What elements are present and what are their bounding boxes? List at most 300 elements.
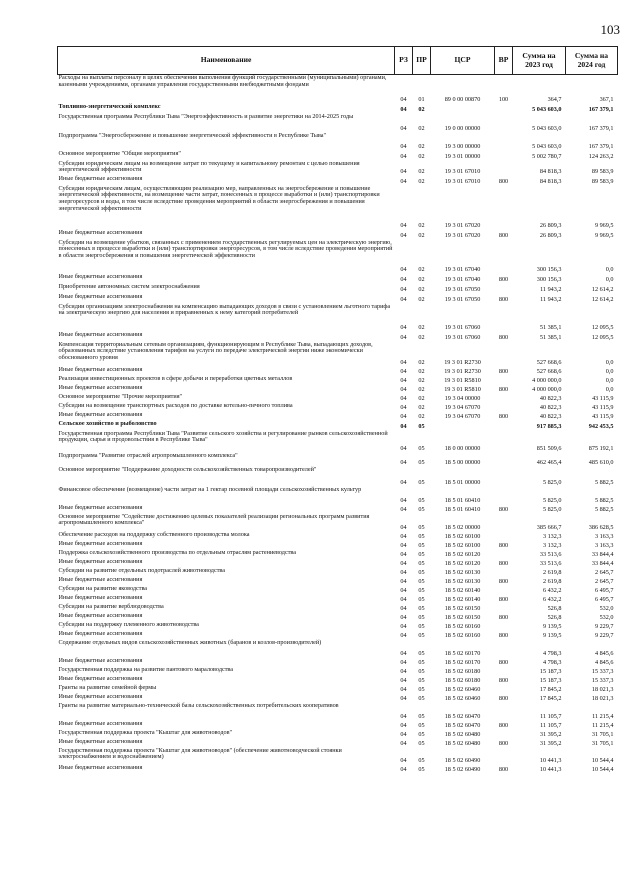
row-pr: 02: [418, 385, 425, 393]
row-csr: 18 5 02 60120: [444, 550, 481, 558]
row-sum-2024: 43 115,9: [592, 412, 614, 420]
table-row: [58, 114, 618, 133]
table-row: [58, 230, 618, 240]
row-sum-2024: 6 495,7: [594, 595, 614, 603]
row-rz: 04: [400, 412, 407, 420]
row-name: Топливно-энергетический комплекс: [58, 102, 161, 110]
row-rz: 04: [400, 403, 407, 411]
row-vr: [495, 284, 513, 294]
row-rz: 04: [400, 95, 407, 103]
row-sum-2023: 364,7: [547, 95, 562, 103]
row-pr: 02: [418, 177, 425, 185]
row-rz: 04: [400, 586, 407, 594]
table-row: [58, 284, 618, 294]
row-vr: [495, 453, 513, 467]
header-sum-2023: Сумма на 2023 год: [513, 47, 566, 75]
row-csr: 18 5 02 60150: [444, 613, 481, 621]
row-vr: [495, 514, 513, 532]
row-rz: 04: [400, 631, 407, 639]
row-vr: [495, 186, 513, 230]
row-vr: 800: [498, 367, 509, 375]
row-sum-2024: 167 379,1: [588, 105, 614, 113]
row-vr: [495, 748, 513, 765]
row-name: Финансовое обеспечение (возмещение) части затрат на 1 гектар посевной площади сельскохозяйственных культур: [58, 485, 362, 493]
row-sum-2024: 0,0: [605, 265, 614, 273]
row-pr: 02: [418, 152, 425, 160]
row-name: Сельское хозяйство и рыболовство: [58, 419, 157, 427]
row-sum-2024: 43 115,9: [592, 403, 614, 411]
row-pr: 02: [418, 376, 425, 384]
row-sum-2023: 300 156,3: [536, 265, 562, 273]
row-sum-2024: 485 610,0: [588, 458, 614, 466]
row-rz: 04: [400, 496, 407, 504]
row-sum-2024: 532,0: [599, 604, 614, 612]
row-name: Иные бюджетные ассигнования: [58, 593, 143, 601]
table-row: [58, 240, 618, 274]
row-sum-2023: 5 825,0: [542, 478, 562, 486]
row-csr: 18 5 02 60130: [444, 568, 481, 576]
table-row: [58, 640, 618, 658]
row-rz: 04: [400, 676, 407, 684]
row-rz: 04: [400, 167, 407, 175]
row-rz: 04: [400, 532, 407, 540]
row-sum-2024: 386 628,5: [588, 523, 614, 531]
row-vr: 800: [498, 613, 509, 621]
row-vr: 800: [498, 385, 509, 393]
row-pr: 02: [418, 124, 425, 132]
row-sum-2023: 5 825,0: [542, 505, 562, 513]
row-rz: 04: [400, 604, 407, 612]
row-sum-2023: 3 132,3: [542, 532, 562, 540]
row-csr: 18 5 02 60490: [444, 756, 481, 764]
row-vr: 800: [498, 231, 509, 239]
row-pr: 02: [418, 265, 425, 273]
row-rz: 04: [400, 478, 407, 486]
row-name: Реализация инвестиционных проектов в сфере добычи и переработки цветных металлов: [58, 374, 293, 382]
table-row: [58, 176, 618, 186]
row-csr: 19 3 04 67070: [444, 403, 481, 411]
row-name: Иные бюджетные ассигнования: [58, 719, 143, 727]
row-pr: 02: [418, 231, 425, 239]
row-csr: 19 3 01 67020: [444, 221, 481, 229]
row-sum-2024: 31 705,1: [591, 730, 614, 738]
row-rz: 04: [400, 658, 407, 666]
row-sum-2023: 10 441,3: [539, 765, 562, 773]
row-sum-2023: 2 619,8: [542, 577, 562, 585]
row-rz: 04: [400, 124, 407, 132]
row-vr: 800: [498, 631, 509, 639]
row-vr: 800: [498, 275, 509, 283]
row-rz: 04: [400, 577, 407, 585]
row-name: Обеспечение расходов на поддержку собственного производства молока: [58, 530, 250, 538]
row-sum-2024: 12 095,5: [591, 323, 614, 331]
row-csr: 18 5 02 60470: [444, 712, 481, 720]
row-csr: 18 5 02 00000: [444, 523, 481, 531]
row-name: Гранты на развитие материально-технической базы сельскохозяйственных потребительских кооперативов: [58, 701, 339, 709]
row-sum-2024: 3 163,3: [594, 541, 614, 549]
row-vr: 800: [498, 676, 509, 684]
row-sum-2024: 11 215,4: [592, 712, 614, 720]
row-name: Основное мероприятие "Прочие мероприятия": [58, 392, 183, 400]
row-sum-2023: 17 845,2: [539, 694, 562, 702]
row-csr: 89 0 00 00870: [444, 95, 481, 103]
row-name: Иные бюджетные ассигнования: [58, 674, 143, 682]
row-vr: [495, 403, 513, 412]
row-rz: 04: [400, 505, 407, 513]
row-rz: 04: [400, 152, 407, 160]
row-pr: 02: [418, 394, 425, 402]
row-csr: [431, 421, 495, 431]
row-vr: 800: [498, 658, 509, 666]
row-rz: 04: [400, 285, 407, 293]
row-name: Государственная поддержка на развитие пантового мараловодства: [58, 665, 234, 673]
row-csr: 18 5 02 60180: [444, 676, 481, 684]
row-csr: 18 5 02 60170: [444, 649, 481, 657]
row-rz: 04: [400, 231, 407, 239]
row-name: Государственная поддержка проекта "Кыштаг для животноводов": [58, 728, 233, 736]
row-sum-2023: 9 139,5: [542, 622, 562, 630]
row-sum-2024: 9 969,5: [594, 231, 614, 239]
row-vr: [495, 667, 513, 676]
row-vr: [495, 161, 513, 176]
row-pr: 05: [418, 595, 425, 603]
row-name: Иные бюджетные ассигнования: [58, 272, 143, 280]
row-name: Иные бюджетные ассигнования: [58, 557, 143, 565]
row-vr: 800: [498, 295, 509, 303]
row-sum-2024: 10 544,4: [591, 765, 614, 773]
row-sum-2023: 11 105,7: [540, 712, 562, 720]
row-sum-2023: 5 043 603,0: [532, 124, 562, 132]
table-row: [58, 75, 618, 104]
row-name: Иные бюджетные ассигнования: [58, 539, 143, 547]
row-rz: 04: [400, 394, 407, 402]
table-row: [58, 274, 618, 284]
row-sum-2024: 43 115,9: [592, 394, 614, 402]
row-pr: 05: [418, 685, 425, 693]
row-rz: 04: [400, 523, 407, 531]
row-name: Субсидии организациям электроснабжения на компенсацию выпадающих доходов в связи с установлением льготного тарифа на электрическую энергию для населения и приравненных к нему категорий потребителей: [58, 302, 391, 317]
row-sum-2023: 26 809,3: [539, 221, 562, 229]
row-rz: 04: [400, 765, 407, 773]
row-rz: 04: [400, 649, 407, 657]
row-rz: 04: [400, 265, 407, 273]
row-csr: 19 3 01 67050: [444, 295, 481, 303]
row-sum-2024: 942 453,5: [588, 422, 614, 430]
header-csr: ЦСР: [431, 47, 495, 75]
row-vr: [495, 467, 513, 487]
row-pr: 05: [418, 613, 425, 621]
row-name: Субсидии на поддержку племенного животноводства: [58, 620, 199, 628]
row-pr: 05: [418, 765, 425, 773]
header-vr: ВР: [495, 47, 513, 75]
row-sum-2024: 167 379,1: [588, 124, 614, 132]
row-sum-2023: 31 395,2: [539, 730, 562, 738]
row-csr: 18 5 02 60480: [444, 730, 481, 738]
row-pr: 02: [418, 367, 425, 375]
row-sum-2024: 532,0: [599, 613, 614, 621]
row-sum-2023: 526,8: [547, 604, 562, 612]
row-sum-2024: 5 882,5: [594, 496, 614, 504]
row-pr: 02: [418, 403, 425, 411]
row-vr: 800: [498, 412, 509, 420]
row-pr: 05: [418, 550, 425, 558]
row-sum-2024: 9 229,7: [594, 622, 614, 630]
row-sum-2023: 300 156,3: [536, 275, 562, 283]
row-vr: [495, 133, 513, 151]
row-csr: [431, 104, 495, 114]
row-csr: 18 5 02 60120: [444, 559, 481, 567]
row-pr: 01: [418, 95, 425, 103]
table-row: [58, 703, 618, 721]
row-vr: [495, 685, 513, 694]
row-csr: 18 5 02 60130: [444, 577, 481, 585]
row-vr: [495, 240, 513, 274]
row-sum-2024: 15 337,3: [591, 667, 614, 675]
row-sum-2023: 4 000 000,0: [532, 376, 562, 384]
row-rz: 04: [400, 559, 407, 567]
row-csr: 18 5 02 60170: [444, 658, 481, 666]
row-sum-2023: 5 825,0: [542, 496, 562, 504]
row-pr: 02: [418, 295, 425, 303]
row-pr: 05: [418, 559, 425, 567]
row-sum-2023: 2 619,8: [542, 568, 562, 576]
row-pr: 05: [418, 631, 425, 639]
row-name: Иные бюджетные ассигнования: [58, 629, 143, 637]
row-csr: 18 5 02 60100: [444, 532, 481, 540]
header-sum-2024: Сумма на 2024 год: [566, 47, 618, 75]
row-sum-2023: 6 432,2: [542, 595, 562, 603]
row-name: Иные бюджетные ассигнования: [58, 228, 143, 236]
table-row: [58, 161, 618, 176]
row-pr: 05: [418, 523, 425, 531]
table-header-row: [58, 47, 618, 75]
table-row: [58, 133, 618, 151]
row-csr: 19 3 01 R5810: [444, 385, 481, 393]
row-csr: 19 3 01 R2730: [444, 367, 481, 375]
row-vr: 100: [498, 95, 509, 103]
row-vr: 800: [498, 721, 509, 729]
row-sum-2023: 4 798,3: [542, 658, 562, 666]
row-csr: 18 5 02 60460: [444, 694, 481, 702]
row-csr: 19 0 00 00000: [444, 124, 481, 132]
row-vr: [495, 550, 513, 559]
row-rz: 04: [400, 323, 407, 331]
table-row: [58, 421, 618, 431]
row-pr: 05: [418, 577, 425, 585]
row-rz: 04: [400, 358, 407, 366]
row-rz: 04: [400, 739, 407, 747]
row-sum-2024: 89 583,9: [591, 167, 614, 175]
row-sum-2024: 15 337,3: [591, 676, 614, 684]
header-rz: РЗ: [395, 47, 413, 75]
row-name: Иные бюджетные ассигнования: [58, 330, 143, 338]
row-name: Иные бюджетные ассигнования: [58, 763, 143, 771]
row-sum-2024: 12 614,2: [591, 285, 614, 293]
row-vr: [495, 342, 513, 367]
row-name: Субсидии на развитие верблюдоводства: [58, 602, 164, 610]
row-name: Иные бюджетные ассигнования: [58, 410, 143, 418]
row-vr: [495, 104, 513, 114]
row-sum-2024: 124 263,2: [588, 152, 614, 160]
row-sum-2024: 33 844,4: [591, 559, 614, 567]
row-name: Иные бюджетные ассигнования: [58, 737, 143, 745]
page-number: 103: [600, 22, 620, 37]
row-sum-2023: 9 139,5: [542, 631, 562, 639]
row-vr: 800: [498, 595, 509, 603]
row-vr: [495, 586, 513, 595]
row-csr: 18 5 01 00000: [444, 478, 481, 486]
row-sum-2023: 851 509,6: [536, 444, 562, 452]
row-name: Субсидии юридическим лицам, осуществляющим реализацию мер, направленных на энергосбережение и повышение энергетической эффективности, на возмещение части затрат, понесенных в процессе выработки и (или) транспортировки энергоресурсов и воды, в том числе вследствие проведения мероприятий в области энергосбережения и повышения энергетической эффективности: [58, 184, 380, 213]
row-sum-2024: 367,1: [599, 95, 614, 103]
row-name: Расходы на выплаты персоналу в целях обеспечения выполнения функций государственными (муниципальными) органами, казенными учреждениями, органами управления государственными внебюджетными фондами: [58, 74, 387, 88]
row-rz: 04: [400, 622, 407, 630]
table-row: [58, 467, 618, 487]
row-pr: 05: [418, 658, 425, 666]
row-sum-2023: 527 668,6: [536, 358, 562, 366]
row-vr: [495, 568, 513, 577]
table-row: [58, 514, 618, 532]
row-sum-2024: 167 379,1: [588, 142, 614, 150]
row-pr: 05: [418, 505, 425, 513]
table-row: [58, 342, 618, 367]
row-name: Компенсация территориальным сетевым организациям, функционирующим в Республике Тыва, выпадающих доходов, образованных вследствие установления тарифов на услуги по передаче электрической энергии ниже экономически обоснованного уровня: [58, 340, 373, 362]
row-sum-2024: 11 215,4: [592, 721, 614, 729]
row-vr: [495, 114, 513, 133]
row-name: Субсидии на развитие отдельных подотраслей животноводства: [58, 566, 225, 574]
row-sum-2023: 51 385,1: [539, 323, 562, 331]
row-name: Гранты на развитие семейной фермы: [58, 683, 157, 691]
row-pr: 02: [418, 285, 425, 293]
row-sum-2024: 9 969,5: [594, 221, 614, 229]
row-rz: 04: [400, 142, 407, 150]
row-sum-2023: 10 441,3: [539, 756, 562, 764]
row-rz: 04: [400, 444, 407, 452]
row-sum-2024: 5 882,5: [594, 478, 614, 486]
row-csr: 19 3 01 67050: [444, 285, 481, 293]
row-pr: 02: [418, 323, 425, 331]
row-sum-2024: 33 844,4: [591, 550, 614, 558]
row-rz: 04: [400, 667, 407, 675]
row-rz: 04: [400, 613, 407, 621]
row-pr: 05: [418, 721, 425, 729]
row-sum-2023: 84 818,3: [539, 177, 562, 185]
row-pr: 02: [418, 358, 425, 366]
row-sum-2024: 0,0: [605, 376, 614, 384]
row-name: Поддержка сельскохозяйственного производства по отдельным отраслям растениеводства: [58, 548, 296, 556]
row-sum-2023: 11 105,7: [540, 721, 562, 729]
row-name: Подпрограмма "Энергосбережение и повышение энергетической эффективности в Республике Тыва": [58, 131, 327, 139]
row-vr: [495, 730, 513, 739]
row-rz: 04: [400, 712, 407, 720]
row-pr: 05: [418, 694, 425, 702]
row-csr: 18 5 02 60490: [444, 765, 481, 773]
row-rz: 04: [400, 541, 407, 549]
table-row: [58, 304, 618, 332]
row-pr: 05: [418, 756, 425, 764]
table-row: [58, 332, 618, 342]
row-vr: 800: [498, 739, 509, 747]
row-pr: 05: [418, 676, 425, 684]
row-rz: 04: [400, 422, 407, 430]
row-name: Иные бюджетные ассигнования: [58, 503, 143, 511]
budget-table: [57, 46, 618, 774]
row-pr: 05: [418, 541, 425, 549]
row-csr: 19 3 01 67060: [444, 333, 481, 341]
row-sum-2023: 385 666,7: [536, 523, 562, 531]
row-vr: 800: [498, 505, 509, 513]
row-pr: 05: [418, 458, 425, 466]
row-vr: 800: [498, 559, 509, 567]
table-row: [58, 294, 618, 304]
row-csr: 18 5 02 60470: [444, 721, 481, 729]
row-csr: 19 3 01 67010: [444, 167, 481, 175]
row-vr: [495, 703, 513, 721]
row-csr: 19 3 01 67040: [444, 275, 481, 283]
row-sum-2023: 11 943,2: [540, 285, 562, 293]
row-sum-2024: 0,0: [605, 367, 614, 375]
row-vr: [495, 622, 513, 631]
row-csr: 19 3 04 00000: [444, 394, 481, 402]
row-sum-2024: 0,0: [605, 275, 614, 283]
row-rz: 04: [400, 295, 407, 303]
row-vr: 800: [498, 765, 509, 773]
row-sum-2023: 11 943,2: [540, 295, 562, 303]
row-csr: 18 5 02 60460: [444, 685, 481, 693]
row-rz: 04: [400, 385, 407, 393]
row-csr: 18 5 01 60410: [444, 496, 481, 504]
row-name: Субсидии на возмещение убытков, связанных с применением государственных регулируемых цен на электрическую энергию, понесенных в процессе выработки и (или) транспортировки энергоресурсов, в том числе вследствие проведения мероприятий в области энергосбережения и повышения энергетической эффективности: [58, 238, 393, 260]
row-rz: 04: [400, 221, 407, 229]
row-rz: 04: [400, 694, 407, 702]
table-row: [58, 487, 618, 505]
row-pr: 02: [418, 275, 425, 283]
row-name: Основное мероприятие "Общие мероприятия": [58, 149, 181, 157]
row-sum-2023: 3 132,3: [542, 541, 562, 549]
row-sum-2024: 31 705,1: [591, 739, 614, 747]
row-sum-2023: 31 395,2: [539, 739, 562, 747]
row-name: Иные бюджетные ассигнования: [58, 383, 143, 391]
row-rz: 04: [400, 458, 407, 466]
row-sum-2024: 2 645,7: [594, 577, 614, 585]
row-csr: 19 3 01 67010: [444, 177, 481, 185]
row-pr: 05: [418, 586, 425, 594]
row-csr: 19 3 01 R2730: [444, 358, 481, 366]
row-pr: 05: [418, 496, 425, 504]
table-row: [58, 453, 618, 467]
row-sum-2024: 18 021,3: [591, 694, 614, 702]
row-csr: 18 5 02 60160: [444, 622, 481, 630]
row-rz: 04: [400, 275, 407, 283]
row-sum-2024: 0,0: [605, 358, 614, 366]
row-csr: 18 5 01 60410: [444, 505, 481, 513]
row-csr: 19 3 01 67060: [444, 323, 481, 331]
row-vr: [495, 640, 513, 658]
row-vr: 800: [498, 333, 509, 341]
row-vr: [495, 394, 513, 403]
row-pr: 05: [418, 649, 425, 657]
row-name: Государственная поддержка проекта "Кыштаг для животноводов" (обеспечение животноводческой стоянки электроснабжением и водоснабжением): [58, 746, 342, 761]
row-sum-2024: 0,0: [605, 385, 614, 393]
row-csr: 18 5 02 60150: [444, 604, 481, 612]
row-sum-2023: 526,8: [547, 613, 562, 621]
row-sum-2024: 3 163,3: [594, 532, 614, 540]
row-name: Государственная программа Республики Тыва "Энергоэффективность и развитие энергетики на 2014-2025 годы: [58, 112, 354, 120]
row-sum-2024: 12 095,5: [591, 333, 614, 341]
header-name: Наименование: [58, 47, 395, 75]
row-vr: 800: [498, 541, 509, 549]
row-rz: 04: [400, 721, 407, 729]
